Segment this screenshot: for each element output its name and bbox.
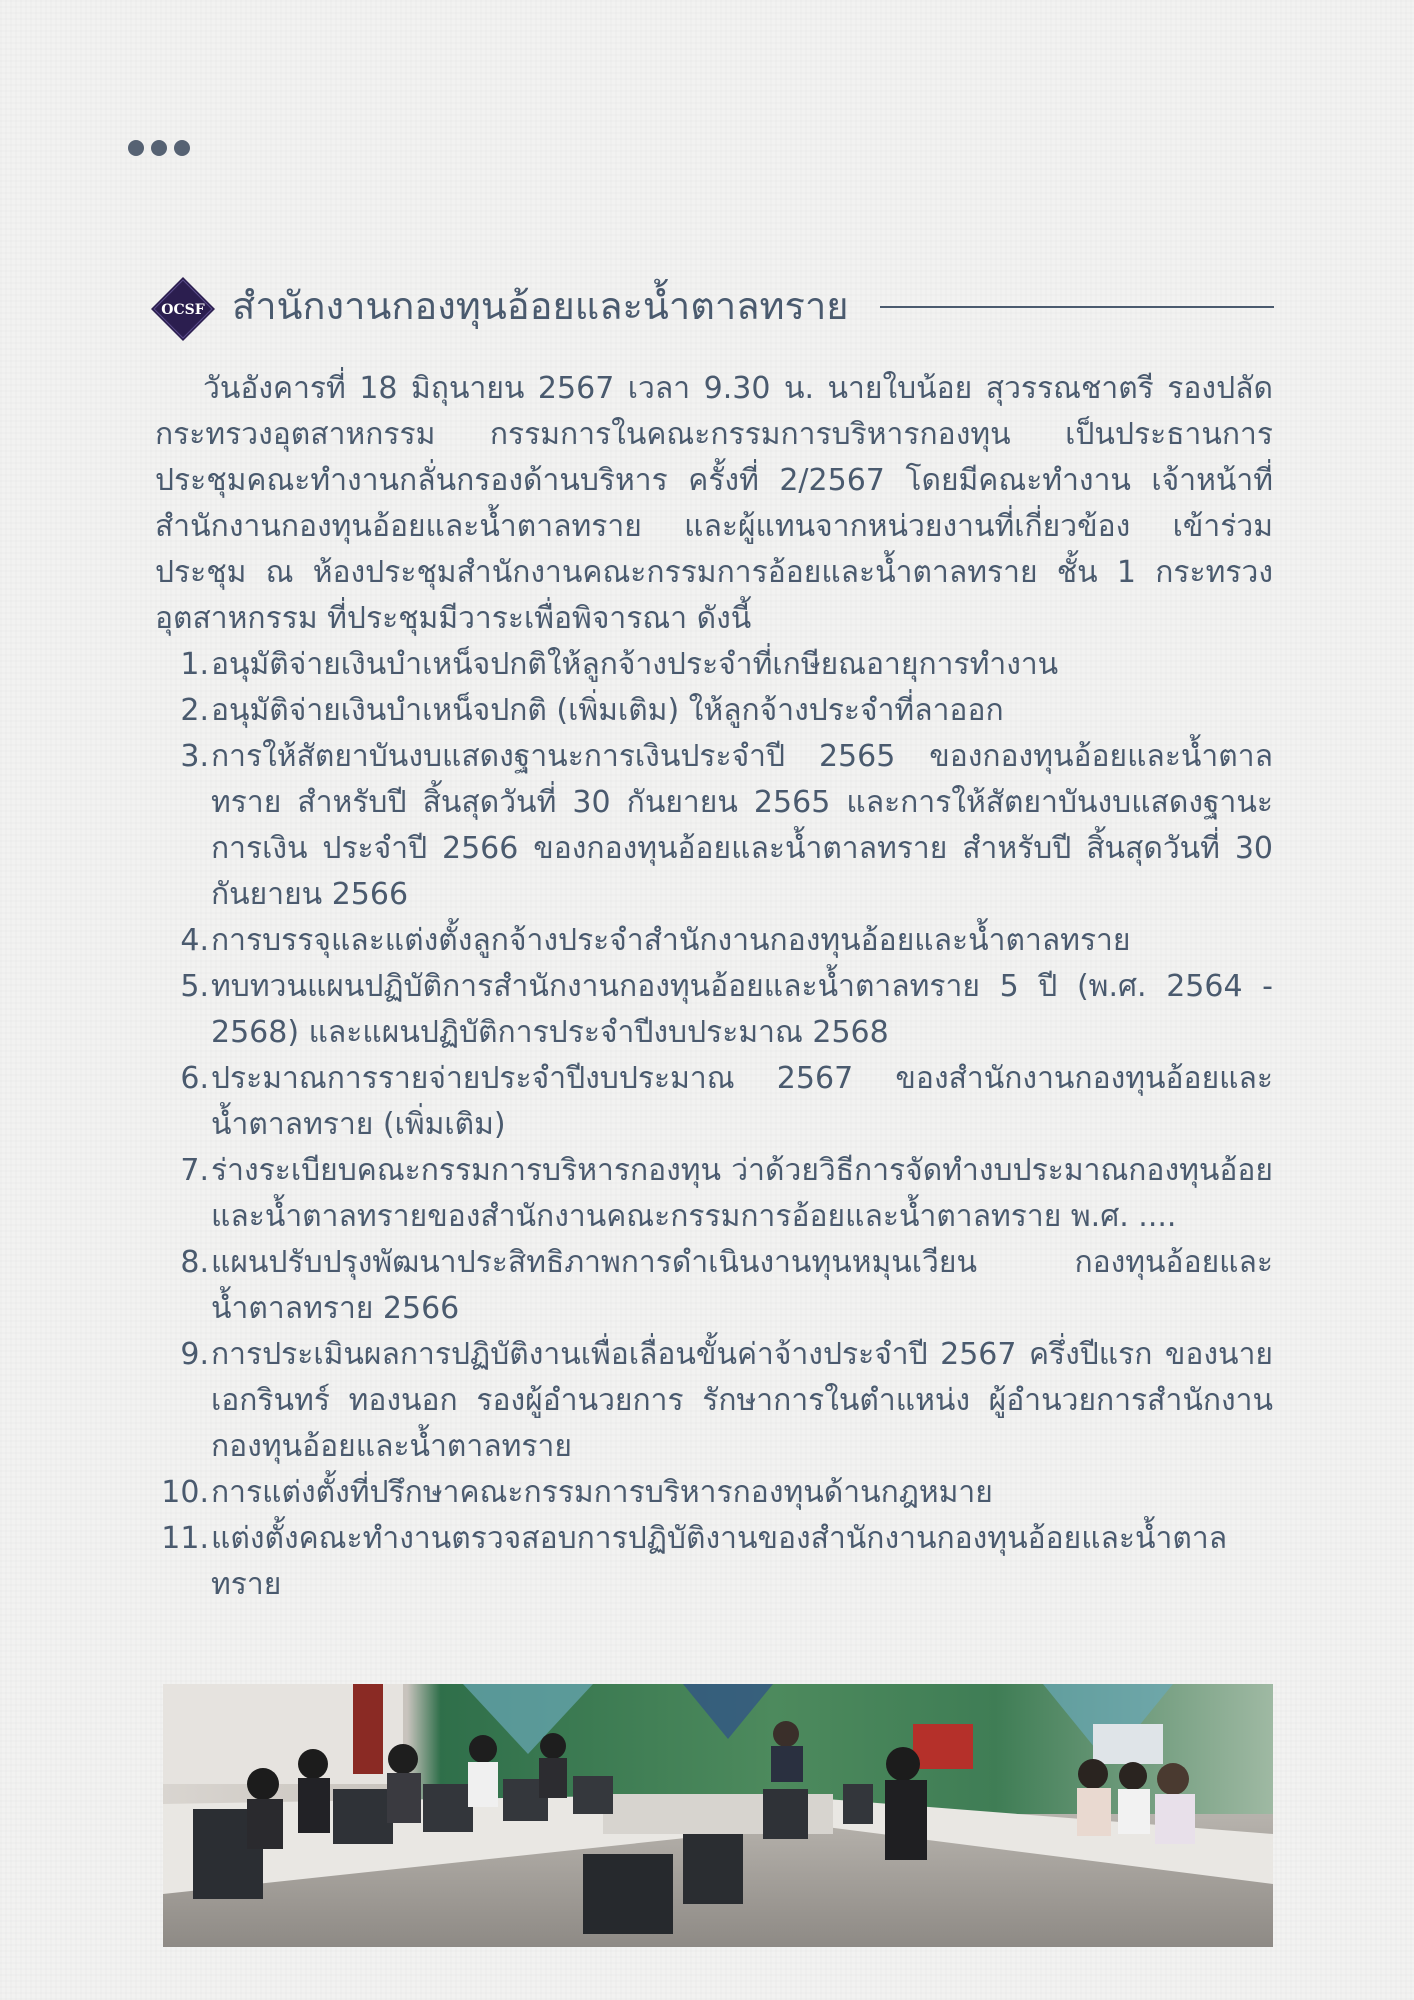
agenda-item (155, 1240, 1273, 1332)
agenda-item (155, 1148, 1273, 1240)
more-dots-icon (128, 140, 190, 156)
agenda-item-text: แต่งตั้งคณะทำงานตรวจสอบการปฏิบัติงานของสำนักงานกองทุนอ้อยและน้ำตาลทราย (211, 1521, 1228, 1602)
agenda-item-text: อนุมัติจ่ายเงินบำเหน็จปกติให้ลูกจ้างประจำที่เกษียณอายุการทำงาน (211, 647, 1059, 682)
agenda-item (155, 1332, 1273, 1470)
agenda-item-text: การให้สัตยาบันงบแสดงฐานะการเงินประจำปี 2565 ของกองทุนอ้อยและน้ำตาลทราย สำหรับปี สิ้นสุดวันที่ 30 กันยายน 2565 และการให้สัตยาบันงบแสดงฐานะการเงิน ประจำปี 2566 ของกองทุนอ้อยและน้ำตาลทราย สำหรับปี สิ้นสุดวันที่ 30 กันยายน 2566 (211, 739, 1273, 912)
agenda-item-number: 5. (180, 969, 209, 1004)
agenda-item (155, 688, 1273, 734)
page-title: สำนักงานกองทุนอ้อยและน้ำตาลทราย (232, 284, 849, 328)
agenda-item-number: 6. (180, 1061, 209, 1096)
agenda-item-number: 4. (180, 923, 209, 958)
intro-paragraph: วันอังคารที่ 18 มิถุนายน 2567 เวลา 9.30 น. นายใบน้อย สุวรรณชาตรี รองปลัดกระทรวงอุตสาหกรรม กรรมการในคณะกรรมการบริหารกองทุน เป็นประธานการประชุมคณะทำงานกลั่นกรองด้านบริหาร ครั้งที่ 2/2567 โดยมีคณะทำงาน เจ้าหน้าที่สำนักงานกองทุนอ้อยและน้ำตาลทราย และผู้แทนจากหน่วยงานที่เกี่ยวข้อง เข้าร่วมประชุม ณ ห้องประชุมสำนักงานคณะกรรมการอ้อยและน้ำตาลทราย ชั้น 1 กระทรวงอุตสาหกรรม ที่ประชุมมีวาระเพื่อพิจารณา ดังนี้ (155, 371, 1273, 636)
agenda-item-text: อนุมัติจ่ายเงินบำเหน็จปกติ (เพิ่มเติม) ให้ลูกจ้างประจำที่ลาออก (211, 693, 1004, 728)
logo-text: OCSF (161, 302, 205, 318)
agenda-item (155, 642, 1273, 688)
agenda-item-text: การแต่งตั้งที่ปรึกษาคณะกรรมการบริหารกองทุนด้านกฎหมาย (211, 1475, 993, 1510)
meeting-photo (163, 1684, 1273, 1947)
agenda-item (155, 1470, 1273, 1516)
agenda-item (155, 734, 1273, 918)
agenda-item-number: 3. (180, 739, 209, 774)
agenda-item-number: 2. (180, 693, 209, 728)
agenda-item (155, 918, 1273, 964)
agenda-item-text: ทบทวนแผนปฏิบัติการสำนักงานกองทุนอ้อยและน้ำตาลทราย 5 ปี (พ.ศ. 2564 - 2568) และแผนปฏิบัติการประจำปีงบประมาณ 2568 (211, 969, 1273, 1050)
agenda-item-number: 8. (180, 1245, 209, 1280)
agenda-item (155, 1056, 1273, 1148)
title-divider (880, 306, 1274, 308)
agenda-item-number: 9. (180, 1337, 209, 1372)
agenda-item-text: การบรรจุและแต่งตั้งลูกจ้างประจำสำนักงานกองทุนอ้อยและน้ำตาลทราย (211, 923, 1131, 958)
agenda-item-text: การประเมินผลการปฏิบัติงานเพื่อเลื่อนขั้นค่าจ้างประจำปี 2567 ครึ่งปีแรก ของนายเอกรินทร์ ทองนอก รองผู้อำนวยการ รักษาการในตำแหน่ง ผู้อำนวยการสำนักงานกองทุนอ้อยและน้ำตาลทราย (211, 1337, 1273, 1464)
agenda-item (155, 964, 1273, 1056)
agenda-item-number: 10. (161, 1475, 209, 1510)
agenda-item-number: 1. (180, 647, 209, 682)
agenda-item-number: 11. (161, 1521, 209, 1556)
agenda-item (155, 1516, 1273, 1608)
agenda-item-text: ร่างระเบียบคณะกรรมการบริหารกองทุน ว่าด้วยวิธีการจัดทำงบประมาณกองทุนอ้อยและน้ำตาลทรายของสำนักงานคณะกรรมการอ้อยและน้ำตาลทราย พ.ศ. .... (211, 1153, 1273, 1234)
agenda-item-text: แผนปรับปรุงพัฒนาประสิทธิภาพการดำเนินงานทุนหมุนเวียน กองทุนอ้อยและน้ำตาลทราย 2566 (211, 1245, 1273, 1326)
agenda-list (155, 642, 1273, 1608)
agenda-item-text: ประมาณการรายจ่ายประจำปีงบประมาณ 2567 ของสำนักงานกองทุนอ้อยและน้ำตาลทราย (เพิ่มเติม) (211, 1061, 1273, 1142)
agenda-item-number: 7. (180, 1153, 209, 1188)
section-header (150, 272, 1274, 342)
ocsf-logo (150, 276, 216, 342)
